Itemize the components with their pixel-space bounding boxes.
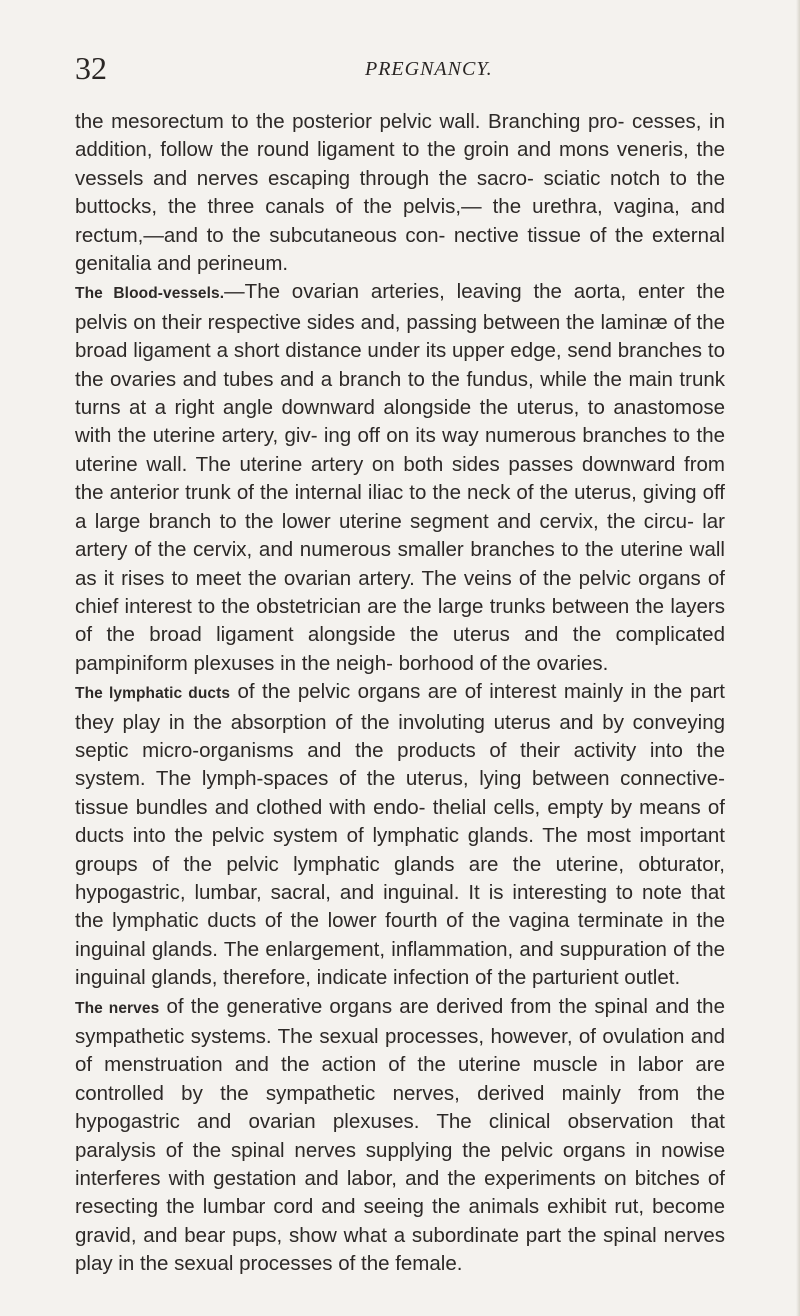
paragraph-text: of the generative organs are derived from the spinal and the sympathetic systems. The sexual processes, however, of ovulation and of menstruation and the action of the uterine muscle in labor are controlled by the sympathetic nerves, derived mainly from the hypogastric and ovarian plexuses. The clinical observation that paralysis of the spinal nerves supplying the pelvic organs in nowise interferes with gestation and labor, and the experiments on bitches of resecting the lumbar cord and seeing the animals exhibit rut, become gravid, and bear pups, show what a subordinate part the spinal nerves play in the sexual processes of the female. — [75, 994, 725, 1276]
body-text — [75, 108, 725, 1279]
paragraph-text: —The ovarian arteries, leaving the aorta, enter the pelvis on their respective sides and, passing between the laminæ of the broad ligament a short distance under its upper edge, send branches to the ovaries and tubes and a branch to the fundus, while the main trunk turns at a right angle downward alongside the uterus, to anastomose with the uterine artery, giv- ing off on its way numerous branches to the uterine wall. The uterine artery on both sides passes downward from the anterior trunk of the internal iliac to the neck of the uterus, giving off a large branch to the lower uterine segment and cervix, the circu- lar artery of the cervix, and numerous smaller branches to the uterine wall as it rises to meet the ovarian artery. The veins of the pelvic organs of chief interest to the obstetrician are the large trunks between the layers of the broad ligament alongside the uterus and the complicated pampiniform plexuses in the neigh- borhood of the ovaries. — [75, 280, 725, 675]
section-lead-in: The nerves — [75, 999, 160, 1017]
paragraph-text: of the pelvic organs are of interest mainly in the part they play in the absorption of the involuting uterus and by conveying septic micro-organisms and the products of their activity into the system. The lymph-spaces of the uterus, lying between connective-tissue bundles and clothed with endo- thelial cells, empty by means of ducts into the pelvic system of lymphatic glands. The most important groups of the pelvic lymphatic glands are the uterine, obturator, hypogastric, lumbar, sacral, and inguinal. It is interesting to note that the lymphatic ducts of the lower fourth of the vagina terminate in the inguinal glands. The enlargement, inflammation, and suppuration of the inguinal glands, therefore, indicate infection of the parturient outlet. — [75, 680, 725, 990]
page-header — [75, 48, 725, 88]
section-lead-in: The lymphatic ducts — [75, 685, 231, 703]
page-number: 32 — [75, 50, 107, 86]
section-lead-in: The Blood-vessels. — [75, 285, 225, 303]
paragraph-text: the mesorectum to the posterior pelvic wall. Branching pro- cesses, in addition, follow the round ligament to the groin and mons veneris, the vessels and nerves escaping through the sacro- sciatic notch to the buttocks, the three canals of the pelvis,— the urethra, vagina, and rectum,—and to the subcutaneous con- nective tissue of the external genitalia and perineum. — [75, 110, 725, 276]
paragraph-lymphatic-ducts — [75, 678, 725, 992]
paragraph-blood-vessels — [75, 278, 725, 678]
running-head: PREGNANCY. — [365, 58, 493, 80]
page-edge-shadow — [796, 0, 800, 1316]
paragraph-continuation — [75, 108, 725, 278]
paragraph-nerves — [75, 993, 725, 1279]
